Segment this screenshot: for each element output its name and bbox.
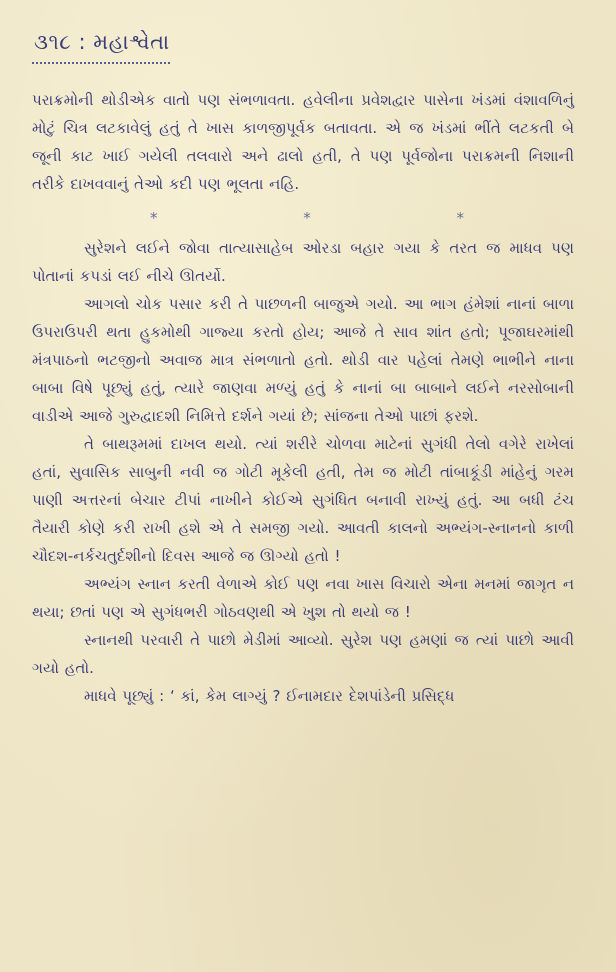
separator-star: * <box>150 209 158 227</box>
paragraph-6: સ્નાનથી પરવારી તે પાછો મેડીમાં આવ્યો. સુરેશ પણ હમણાં જ ત્યાં પાછો આવી ગયો હતો. <box>32 631 574 677</box>
paragraph-5: અભ્યંગ સ્નાન કરતી વેળાએ કોઈ પણ નવા ખાસ વિચારો એના મનમાં જાગૃત ન થયા; છતાં પણ એ સુગંધભરી ગોઠવણથી એ ખુશ તો થયો જ ! <box>32 575 574 621</box>
separator-star: * <box>303 209 311 227</box>
separator-star: * <box>456 209 464 227</box>
paragraph-1: પરાક્રમોની થોડીએક વાતો પણ સંભળાવતા. હવેલીના પ્રવેશદ્વાર પાસેના ખંડમાં વંશાવળિનું મોટું ચિત્ર લટકાવેલું હતું તે ખાસ કાળજીપૂર્વક બતાવતા. એ જ ખંડમાં ભીંતે લટકતી બે જૂની કાટ ખાઈ ગયેલી તલવારો અને ઢાલો હતી, તે પણ પૂર્વજોના પરાક્રમની નિશાની તરીકે દાખવવાનું તેઓ કદી પણ ભૂલતા નહિ. <box>32 91 574 193</box>
paragraph-3: આગલો ચોક પસાર કરી તે પાછળની બાજુએ ગયો. આ ભાગ હંમેશાં નાનાં બાળા ઉપરાઉપરી થતા હુકમોથી ગાજ્યા કરતો હોય; આજે તે સાવ શાંત હતો; પૂજાઘરમાંથી મંત્રપાઠનો ભટજીનો અવાજ માત્ર સંભળાતો હતો. થોડી વાર પહેલાં તેમણે ભાભીને નાના બાબા વિષે પૂછ્યું હતું, ત્યારે જાણવા મળ્યું હતું કે નાનાં બા બાબાને લઈને નરસોબાની વાડીએ આજે ગુરુદ્વાદશી નિમિત્તે દર્શને ગયાં છે; સાંજના તેઓ પાછાં ફરશે. <box>32 295 574 425</box>
page-body <box>32 86 574 710</box>
paragraph-7: માધવે પૂછ્યું : ‘ કાં, કેમ લાગ્યું ? ઈનામદાર દેશપાંડેની પ્રસિદ્ધ <box>84 687 455 705</box>
page-header: ૩૧૮ : મહાશ્વેતા <box>34 30 170 54</box>
header-underline <box>32 62 170 67</box>
paragraph-4: તે બાથરૂમમાં દાખલ થયો. ત્યાં શરીરે ચોળવા માટેનાં સુગંધી તેલો વગેરે રાખેલાં હતાં, સુવાસિક સાબુની નવી જ ગોટી મૂકેલી હતી, તેમ જ મોટી તાંબાકૂંડી માંહેનું ગરમ પાણી અત્તરનાં બેચાર ટીપાં નાખીને કોઈએ સુગંધિત બનાવી રાખ્યું હતું. આ બધી ટંચ તૈયારી કોણે કરી રાખી હશે એ તે સમજી ગયો. આવતી કાલનો અભ્યંગ-સ્નાનનો કાળી ચૌદશ-નર્કચતુર્દશીનો દિવસ આજે જ ઊગ્યો હતો ! <box>32 435 574 565</box>
section-separator <box>32 204 574 234</box>
paragraph-2: સુરેશને લઈને જોવા તાત્યાસાહેબ ઓરડા બહાર ગયા કે તરત જ માધવ પણ પોતાનાં કપડાં લઈ નીચે ઊતર્યો. <box>32 239 574 285</box>
